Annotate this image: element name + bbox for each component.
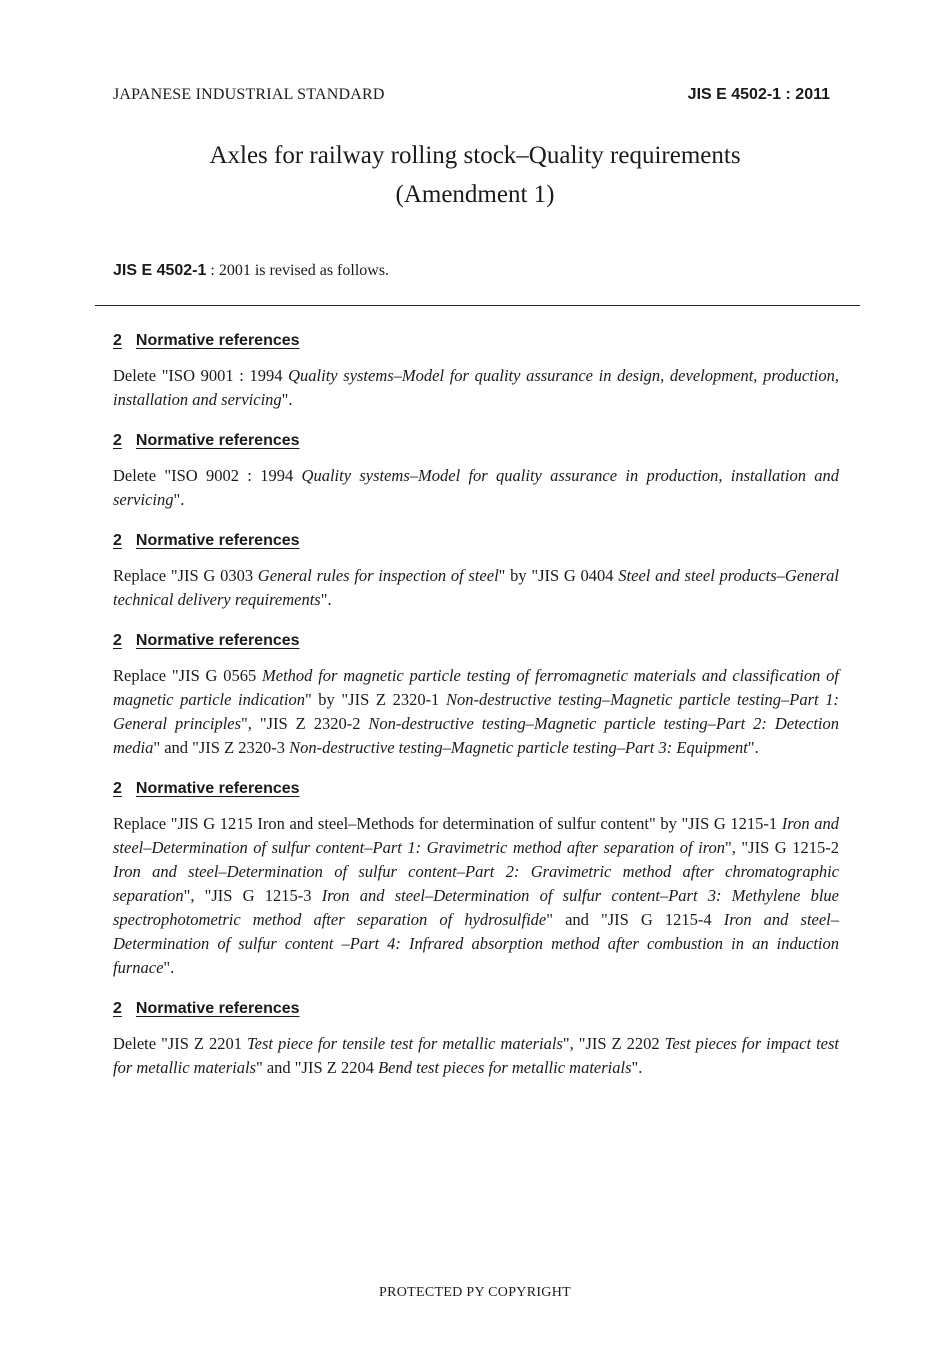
text-run: ". bbox=[747, 738, 759, 757]
amendment-section bbox=[113, 331, 839, 412]
text-run: ". bbox=[163, 958, 175, 977]
amendment-section bbox=[113, 631, 839, 760]
document-title-ref: Iron and steel–Determination of sulfur content–Part 1: Gravimetric method after separation of iron bbox=[113, 814, 839, 857]
section-text bbox=[113, 364, 839, 412]
revised-text: : 2001 is revised as follows. bbox=[206, 262, 390, 279]
section-number: 2 bbox=[113, 332, 122, 349]
text-run: " by "JIS Z 2320-1 bbox=[304, 690, 446, 709]
document-title-ref: Method for magnetic particle testing of ferromagnetic materials and classification of magnetic particle indication bbox=[113, 666, 839, 709]
text-run: ". bbox=[173, 490, 185, 509]
document-title-ref: Quality systems–Model for quality assurance in design, development, production, installation and servicing bbox=[113, 366, 839, 409]
section-number: 2 bbox=[113, 532, 122, 549]
amendment-section bbox=[113, 779, 839, 980]
section-heading bbox=[113, 431, 300, 451]
text-run: ". bbox=[320, 590, 332, 609]
text-run: ", "JIS G 1215-3 bbox=[183, 886, 322, 905]
text-run: " and "JIS Z 2204 bbox=[256, 1058, 379, 1077]
amendment-list bbox=[113, 331, 839, 1099]
section-text bbox=[113, 1032, 839, 1080]
document-title-ref: Test piece for tensile test for metallic materials bbox=[247, 1034, 563, 1053]
document-title-ref: Non-destructive testing–Magnetic particle testing–Part 2: Detection media bbox=[113, 714, 839, 757]
document-title-ref: Bend test pieces for metallic materials bbox=[378, 1058, 632, 1077]
section-heading bbox=[113, 779, 300, 799]
amendment-section bbox=[113, 999, 839, 1080]
document-title-ref: Steel and steel products–General technical delivery requirements bbox=[113, 566, 839, 609]
document-title-ref: Iron and steel–Determination of sulfur content–Part 3: Methylene blue spectrophotometric method after separation of hydrosulfide bbox=[113, 886, 839, 929]
text-run: Replace "JIS G 0565 bbox=[113, 666, 263, 685]
text-run: ". bbox=[281, 390, 293, 409]
amendment-section bbox=[113, 431, 839, 512]
text-run: Delete "JIS Z 2201 bbox=[113, 1034, 247, 1053]
section-title: Normative references bbox=[135, 332, 300, 349]
copyright-footer: PROTECTED PY COPYRIGHT bbox=[379, 1285, 571, 1300]
section-number: 2 bbox=[113, 780, 122, 797]
document-title-ref: Test pieces for impact test for metallic materials bbox=[113, 1034, 839, 1077]
text-run: Replace "JIS G 1215 Iron and steel–Methods for determination of sulfur content" by "JIS G 1215-1 bbox=[113, 814, 782, 833]
text-run: ", "JIS Z 2202 bbox=[562, 1034, 665, 1053]
text-run: Delete "ISO 9001 : 1994 bbox=[113, 366, 289, 385]
standard-code: JIS E 4502-1 : 2011 bbox=[687, 86, 830, 103]
document-title-ref: Quality systems–Model for quality assurance in production, installation and servicing bbox=[113, 466, 840, 509]
section-heading bbox=[113, 631, 300, 651]
text-run: ". bbox=[631, 1058, 643, 1077]
section-heading bbox=[113, 531, 300, 551]
text-run: " and "JIS Z 2320-3 bbox=[153, 738, 290, 757]
section-text bbox=[113, 664, 839, 760]
text-run: ", "JIS Z 2320-2 bbox=[241, 714, 369, 733]
section-number: 2 bbox=[113, 632, 122, 649]
text-run: " by "JIS G 0404 bbox=[498, 566, 619, 585]
section-title: Normative references bbox=[135, 780, 300, 797]
revised-code: JIS E 4502-1 bbox=[113, 262, 207, 279]
document-title-ref: Non-destructive testing–Magnetic particle testing–Part 3: Equipment bbox=[289, 738, 748, 757]
section-text bbox=[113, 464, 839, 512]
text-run: Delete "ISO 9002 : 1994 bbox=[113, 466, 302, 485]
standard-label: JAPANESE INDUSTRIAL STANDARD bbox=[113, 86, 385, 103]
title-line-2: (Amendment 1) bbox=[395, 181, 555, 208]
text-run: Replace "JIS G 0303 bbox=[113, 566, 258, 585]
section-title: Normative references bbox=[135, 532, 300, 549]
title-line-1: Axles for railway rolling stock–Quality requirements bbox=[209, 142, 741, 169]
section-number: 2 bbox=[113, 1000, 122, 1017]
section-text bbox=[113, 812, 839, 980]
text-run: " and "JIS G 1215-4 bbox=[546, 910, 724, 929]
section-title: Normative references bbox=[135, 432, 300, 449]
document-title bbox=[0, 136, 950, 214]
section-text bbox=[113, 564, 839, 612]
section-heading bbox=[113, 331, 300, 351]
revision-statement bbox=[113, 262, 389, 280]
section-title: Normative references bbox=[135, 632, 300, 649]
document-title-ref: Non-destructive testing–Magnetic particle testing–Part 1: General principles bbox=[113, 690, 840, 733]
page-header bbox=[113, 86, 830, 108]
text-run: ", "JIS G 1215-2 bbox=[725, 838, 839, 857]
document-title-ref: Iron and steel–Determination of sulfur content–Part 2: Gravimetric method after chromatographic separation bbox=[113, 862, 839, 905]
section-number: 2 bbox=[113, 432, 122, 449]
section-title: Normative references bbox=[135, 1000, 300, 1017]
divider bbox=[95, 305, 860, 306]
amendment-section bbox=[113, 531, 839, 612]
section-heading bbox=[113, 999, 300, 1019]
document-title-ref: Iron and steel–Determination of sulfur content –Part 4: Infrared absorption method after combustion in an induction furnace bbox=[113, 910, 840, 977]
document-title-ref: General rules for inspection of steel bbox=[257, 566, 499, 585]
